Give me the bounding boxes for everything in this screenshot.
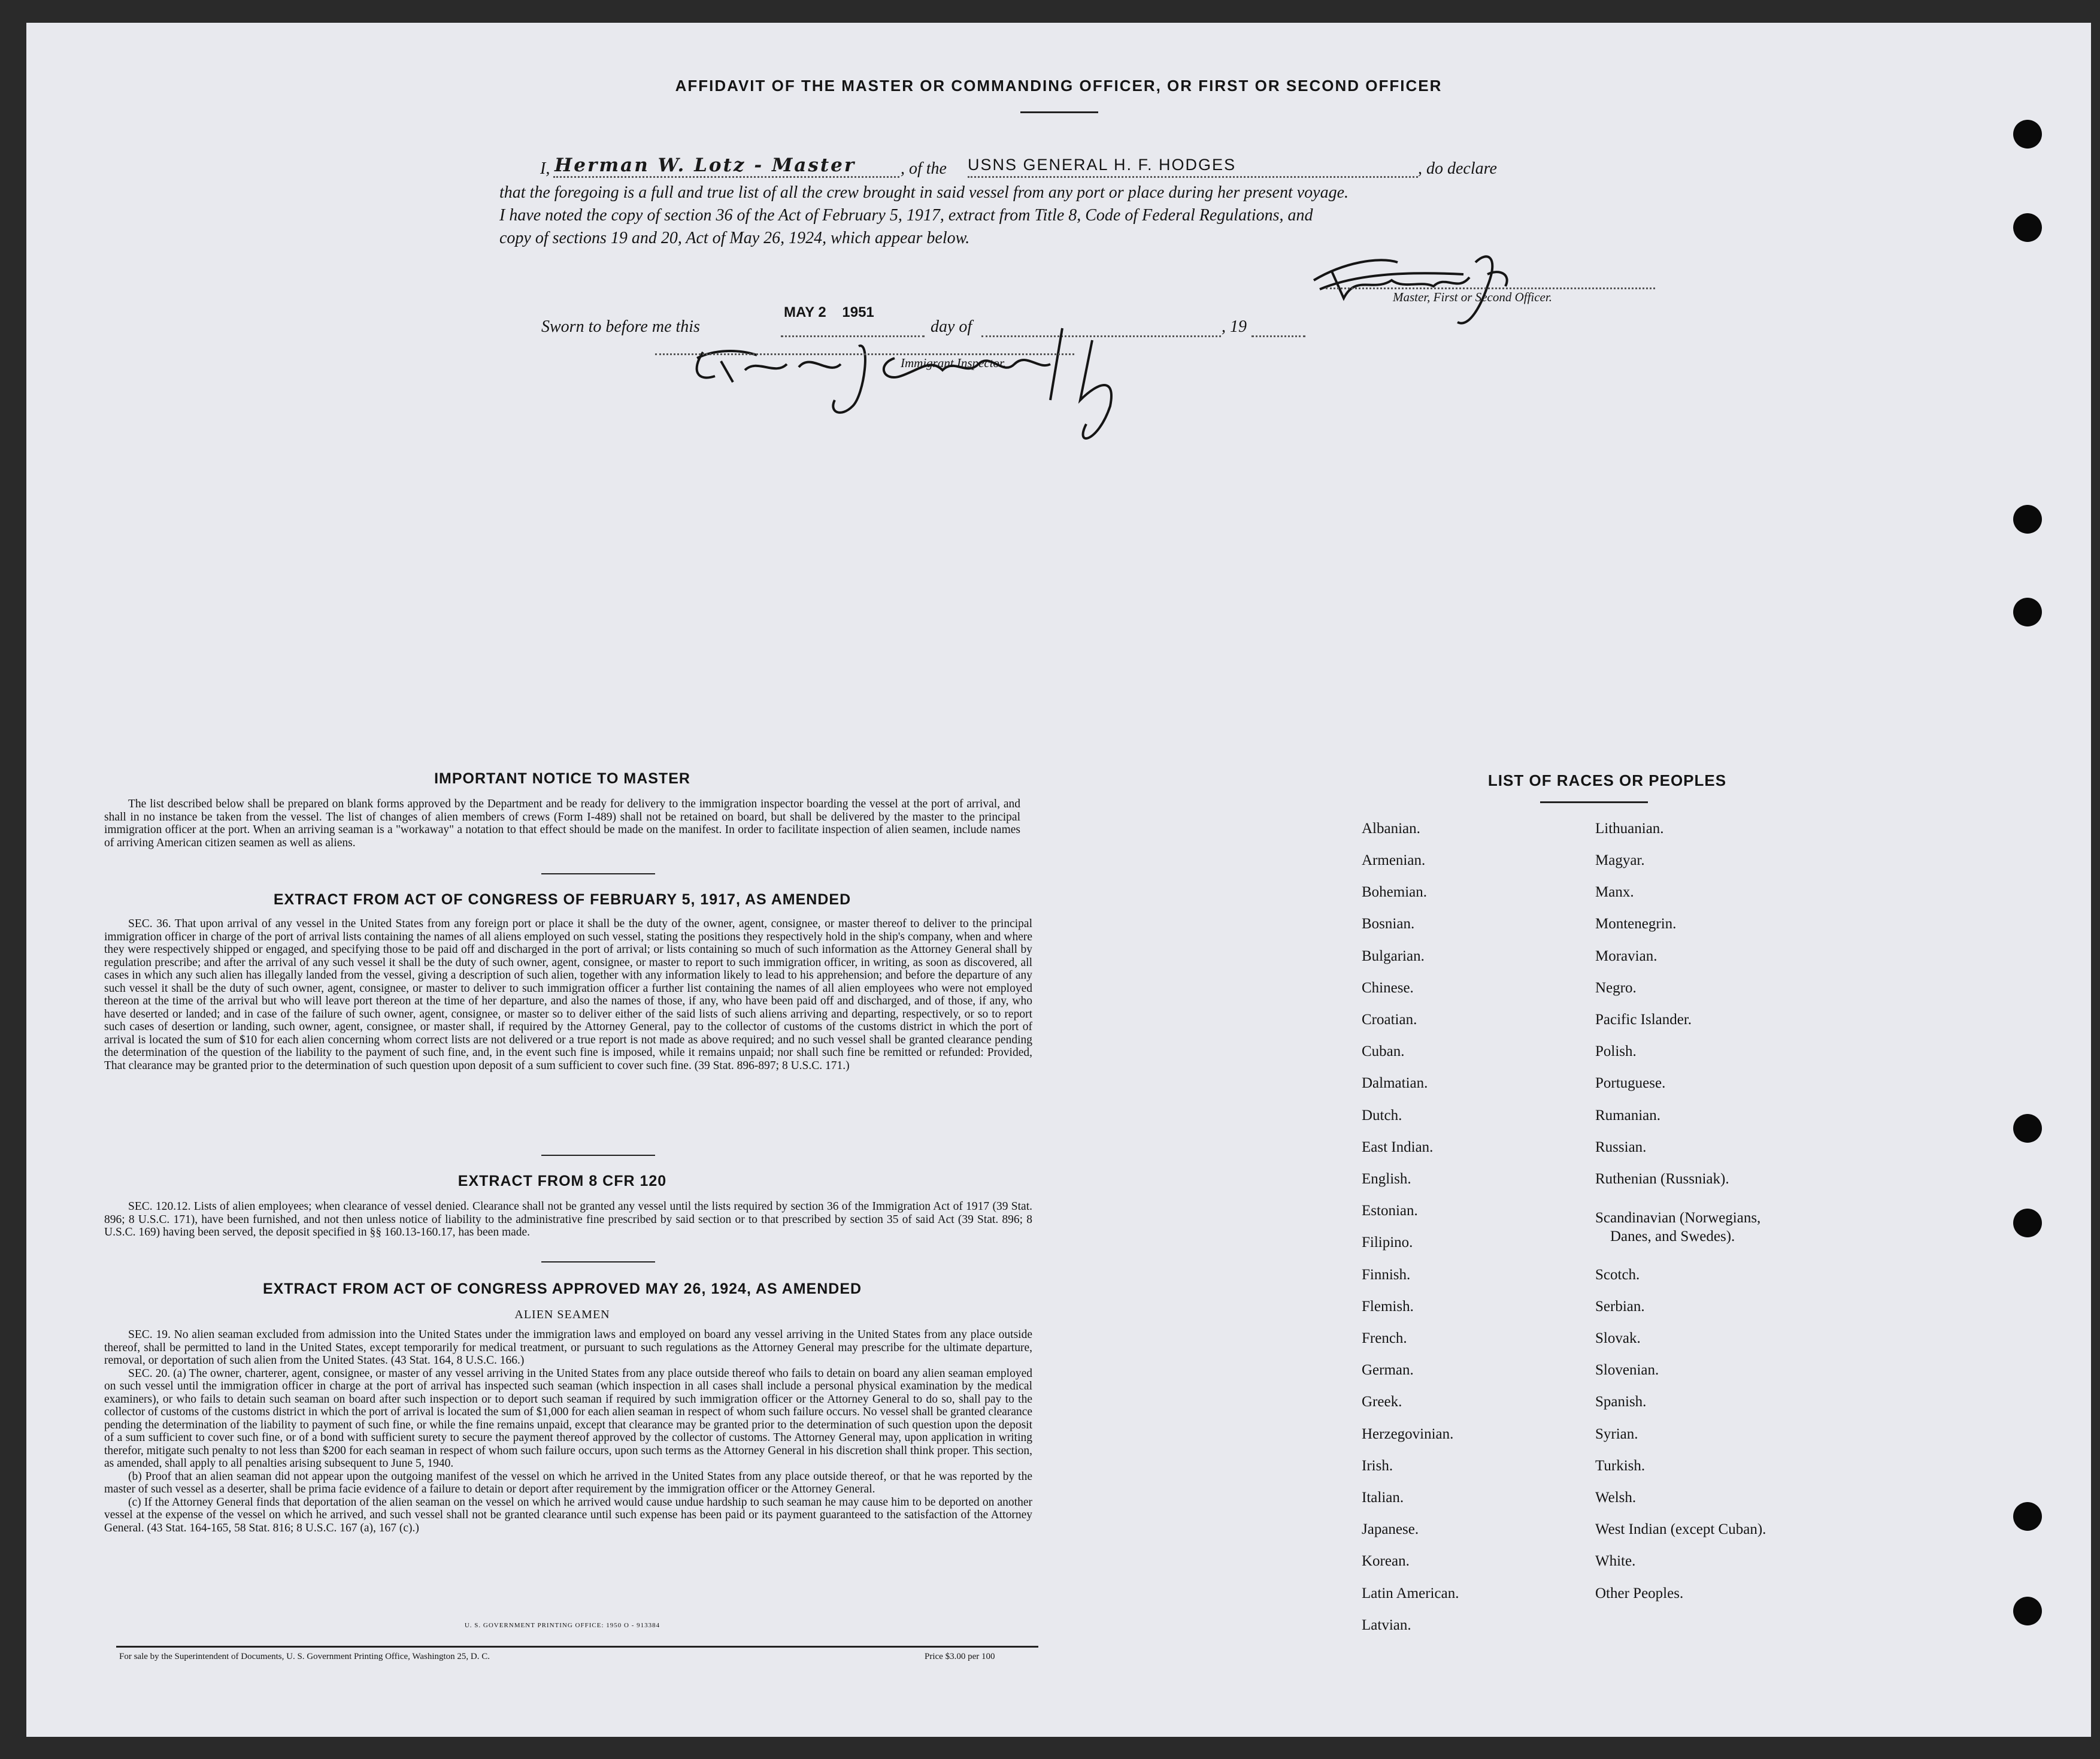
declaration-line-1 xyxy=(499,156,1655,180)
race-item: Irish. xyxy=(1362,1458,1393,1474)
master-name-handwritten: Herman W. Lotz - Master xyxy=(554,155,856,176)
punch-hole xyxy=(2013,505,2042,534)
document-page xyxy=(26,23,2091,1737)
declaration-line-3: I have noted the copy of section 36 of the Act of February 5, 1917, extract from Title 8, Code of Federal Regulations, and xyxy=(499,206,1313,225)
punch-hole xyxy=(2013,1597,2042,1625)
race-item: Greek. xyxy=(1362,1394,1402,1410)
punch-hole xyxy=(2013,213,2042,242)
race-item: Latin American. xyxy=(1362,1585,1459,1601)
race-item: Flemish. xyxy=(1362,1298,1414,1315)
extract-1917-title: EXTRACT FROM ACT OF CONGRESS OF FEBRUARY 5, 1917, AS AMENDED xyxy=(273,891,851,908)
race-item: Herzegovinian. xyxy=(1362,1426,1454,1442)
sec-120-12-paragraph: SEC. 120.12. Lists of alien employees; when clearance of vessel denied. Clearance shall not be granted any vessel until the lists required by section 36 of the Immigration Act of 1917 (39 Stat. 896; 8 U.S.C. 171), have been furnished, and not then unless notice of liability to the administrative fine prescribed by said section or to that prescribed by section 35 of said Act (39 Stat. 896; 8 U.S.C. 169) having been served, the deposit specified in §§ 160.13-160.17, has been made. xyxy=(104,1200,1032,1239)
extract-cfr-text xyxy=(104,1200,1032,1239)
price-note: Price $3.00 per 100 xyxy=(925,1652,995,1661)
affidavit-title: AFFIDAVIT OF THE MASTER OR COMMANDING OFFICER, OR FIRST OR SECOND OFFICER xyxy=(675,77,1443,95)
sec-20c-paragraph: (c) If the Attorney General finds that deportation of the alien seaman on the vessel on which he arrived would cause undue hardship to such seaman he may cause him to be deported on another vessel at the expense of the vessel on which he arrived, and such vessel shall not be granted clearance until such expense has been paid or its payment guaranteed to the satisfaction of the Attorney General. (43 Stat. 164-165, 58 Stat. 816; 8 U.S.C. 167 (a), 167 (c).) xyxy=(104,1495,1032,1534)
race-item: Negro. xyxy=(1595,980,1637,996)
year-prefix: , 19 xyxy=(1222,317,1247,336)
race-item: Rumanian. xyxy=(1595,1107,1661,1124)
extract-1924-subtitle: ALIEN SEAMEN xyxy=(514,1308,610,1321)
i-label: I, xyxy=(540,159,550,178)
race-item: Filipino. xyxy=(1362,1234,1413,1251)
race-item: Montenegrin. xyxy=(1595,916,1677,932)
punch-hole xyxy=(2013,1502,2042,1531)
race-item: East Indian. xyxy=(1362,1139,1434,1155)
race-item: Serbian. xyxy=(1595,1298,1645,1315)
race-item: Ruthenian (Russniak). xyxy=(1595,1171,1729,1187)
race-item: French. xyxy=(1362,1330,1407,1346)
inspector-signature-line xyxy=(655,353,1074,355)
sec-20a-paragraph: SEC. 20. (a) The owner, charterer, agent, consignee, or master of any vessel arriving in the United States from any place outside thereof who fails to detain on board any alien seaman employed on such vessel until the immigration officer in charge at the port of arrival has inspected such seaman (which inspection in all cases shall include a personal physical examination by the medical examiners), or who fails to detain such seaman on board after such inspection or to deport such seaman if required by such immigration officer or the Attorney General to do so, shall pay to the collector of customs of the customs district in which the port of arrival is located the sum of $1,000 for each alien seaman in respect of whom such failure occurs. No vessel shall be granted clearance pending the determination of the liability to payment of such fine, or while the fine remains unpaid, except that clearance may be granted prior to the determination of such question upon the deposit of a sum sufficient to cover such fine, or of a bond with sufficient surety to secure the payment thereof approved by the collector of customs. The Attorney General may, upon application in writing therefor, mitigate such penalty to not less than $200 for each seaman in respect of whom such failure occurs, upon such terms as the Attorney General in his discretion shall think proper. This section, as amended, shall apply to all penalties arising subsequent to June 5, 1940. xyxy=(104,1367,1032,1470)
do-declare-label: , do declare xyxy=(1418,159,1497,178)
race-item: Portuguese. xyxy=(1595,1075,1666,1091)
race-item: Scotch. xyxy=(1595,1267,1640,1283)
race-item: Cuban. xyxy=(1362,1043,1405,1059)
race-item: Bosnian. xyxy=(1362,916,1415,932)
race-item: German. xyxy=(1362,1362,1414,1378)
race-item: White. xyxy=(1595,1553,1636,1569)
race-item: Latvian. xyxy=(1362,1617,1411,1633)
race-item: Chinese. xyxy=(1362,980,1414,996)
race-item: Japanese. xyxy=(1362,1521,1419,1537)
vessel-name-blank xyxy=(968,176,1418,178)
race-item: Welsh. xyxy=(1595,1489,1637,1506)
sworn-year-blank xyxy=(1251,335,1305,337)
officer-signature-line xyxy=(1326,287,1655,289)
race-item: Turkish. xyxy=(1595,1458,1646,1474)
declaration-line-4: copy of sections 19 and 20, Act of May 26, 1924, which appear below. xyxy=(499,229,970,247)
extract-1924-title: EXTRACT FROM ACT OF CONGRESS APPROVED MAY 26, 1924, AS AMENDED xyxy=(262,1280,862,1297)
race-item: Magyar. xyxy=(1595,852,1645,868)
race-item: Finnish. xyxy=(1362,1267,1411,1283)
race-item: West Indian (except Cuban). xyxy=(1595,1521,1766,1537)
footer-rule xyxy=(116,1646,1038,1648)
title-divider xyxy=(1020,111,1098,113)
declaration-line-2: that the foregoing is a full and true list of all the crew brought in said vessel from any port or place during her present voyage. xyxy=(499,183,1349,202)
race-item: Syrian. xyxy=(1595,1426,1638,1442)
extract-1917-text xyxy=(104,918,1032,1072)
race-item: Slovenian. xyxy=(1595,1362,1659,1378)
extract-cfr-divider xyxy=(541,1261,655,1263)
race-item: Armenian. xyxy=(1362,852,1426,868)
extract-1917-divider xyxy=(541,1155,655,1156)
inspector-signature xyxy=(679,316,1170,448)
sworn-label: Sworn to before me this xyxy=(541,317,700,336)
race-item: Croatian. xyxy=(1362,1012,1417,1028)
race-item: Italian. xyxy=(1362,1489,1404,1506)
sec-36-paragraph: SEC. 36. That upon arrival of any vessel in the United States from any foreign port or place it shall be the duty of the owner, agent, consignee, or master thereof to deliver to the principal immigration officer in charge of the port of arrival lists containing the names of all aliens employed on such vessel, stating the positions they respectively hold in the ship's company, when and where they were respectively shipped or engaged, and specifying those to be paid off and discharged in the port of arrival; or lists containing so much of such information as the Attorney General shall by regulation prescribe; and after the arrival of any such vessel it shall be the duty of such owner, agent, consignee, or master to report to such immigration officer, in writing, as soon as discovered, all cases in which any such alien has illegally landed from the vessel, giving a description of such alien, together with any information likely to lead to his apprehension; and before the departure of any such vessel it shall be the duty of such owner, agent, consignee, or master to deliver to such immigration officer a further list containing the names of all alien employees who were not employed thereon at the time of the arrival but who will leave port thereon at the time of her departure, and also the names of those, if any, who have been paid off and discharged, and of those, if any, who have deserted or landed; and in case of the failure of such owner, agent, consignee, or master so to deliver either of the said lists of such aliens arriving and departing, respectively, or so to report such cases of desertion or landing, such owner, agent, consignee, or master shall, if required by the Attorney General, pay to the collector of customs of the customs district in which the port of arrival is located the sum of $10 for each alien concerning whom correct lists are not delivered or a true report is not made as above required; and no such vessel shall be granted clearance pending the determination of the question of the liability to the payment of such fine, and, in the event such fine is imposed, while it remains unpaid; nor shall such fine be remitted or refunded: Provided, That clearance may be granted prior to the determination of such question upon deposit of a sum sufficient to cover such fine. (39 Stat. 896-897; 8 U.S.C. 171.) xyxy=(104,918,1032,1072)
punch-hole xyxy=(2013,598,2042,626)
race-item: Lithuanian. xyxy=(1595,821,1664,837)
race-item: Dalmatian. xyxy=(1362,1075,1428,1091)
punch-hole xyxy=(2013,1114,2042,1143)
inspector-caption: Immigrant Inspector. xyxy=(901,356,1007,370)
punch-hole xyxy=(2013,120,2042,149)
race-item: Danes, and Swedes). xyxy=(1610,1228,1735,1245)
notice-text xyxy=(104,798,1020,849)
race-item: Polish. xyxy=(1595,1043,1637,1059)
punch-hole xyxy=(2013,1209,2042,1237)
race-item: English. xyxy=(1362,1171,1411,1187)
race-item: Korean. xyxy=(1362,1553,1410,1569)
notice-divider xyxy=(541,873,655,874)
day-of-label: day of xyxy=(931,317,972,336)
race-item: Bohemian. xyxy=(1362,884,1428,900)
race-item: Manx. xyxy=(1595,884,1634,900)
sworn-date-stamp: MAY 2 1951 xyxy=(784,304,874,320)
of-the-label: , of the xyxy=(901,159,947,178)
master-name-blank xyxy=(553,176,899,178)
race-item: Slovak. xyxy=(1595,1330,1641,1346)
sec-19-paragraph: SEC. 19. No alien seaman excluded from admission into the United States under the immigration laws and employed on board any vessel arriving in the United States from any place outside thereof, shall be permitted to land in the United States, except temporarily for medical treatment, or pursuant to such regulations as the Attorney General may prescribe for the ultimate departure, removal, or deportation of such alien from the United States. (43 Stat. 164, 8 U.S.C. 166.) xyxy=(104,1328,1032,1367)
race-item: Bulgarian. xyxy=(1362,948,1425,964)
sec-20b-paragraph: (b) Proof that an alien seaman did not appear upon the outgoing manifest of the vessel on which he arrived in the United States from any place outside thereof, or that he was reported by the master of such vessel as a deserter, shall be prima facie evidence of a failure to detain or deport after requirement by the immigration officer or the Attorney General. xyxy=(104,1470,1032,1495)
notice-title: IMPORTANT NOTICE TO MASTER xyxy=(434,770,690,787)
officer-caption: Master, First or Second Officer. xyxy=(1393,290,1552,304)
race-item: Pacific Islander. xyxy=(1595,1012,1692,1028)
race-item: Dutch. xyxy=(1362,1107,1402,1124)
races-divider xyxy=(1540,801,1648,803)
notice-paragraph: The list described below shall be prepared on blank forms approved by the Department and be ready for delivery to the immigration inspector boarding the vessel at the port of arrival, and shall in no instance be taken from the vessel. The list of changes of alien members of crews (Form I-489) shall not be retained on board, but shall be delivered by the master to the principal immigration officer at the port. When an arriving seaman is a "workaway" a notation to that effect should be made on the manifest. In order to facilitate inspection of alien seamen, include names of arriving American citizen seamen as well as aliens. xyxy=(104,798,1020,849)
extract-1924-text xyxy=(104,1328,1032,1534)
race-item: Spanish. xyxy=(1595,1394,1647,1410)
race-item: Other Peoples. xyxy=(1595,1585,1684,1601)
race-item: Russian. xyxy=(1595,1139,1647,1155)
extract-cfr-title: EXTRACT FROM 8 CFR 120 xyxy=(457,1173,667,1189)
races-title: LIST OF RACES OR PEOPLES xyxy=(1487,771,1727,789)
race-item: Scandinavian (Norwegians, xyxy=(1595,1210,1761,1226)
race-item: Estonian. xyxy=(1362,1203,1418,1219)
sale-note: For sale by the Superintendent of Documents, U. S. Government Printing Office, Washington 25, D. C. xyxy=(119,1652,490,1661)
race-item: Moravian. xyxy=(1595,948,1657,964)
printing-office-note: U. S. GOVERNMENT PRINTING OFFICE: 1950 O - 913384 xyxy=(464,1622,660,1629)
vessel-name-typed: USNS GENERAL H. F. HODGES xyxy=(968,156,1237,174)
race-item: Albanian. xyxy=(1362,821,1420,837)
